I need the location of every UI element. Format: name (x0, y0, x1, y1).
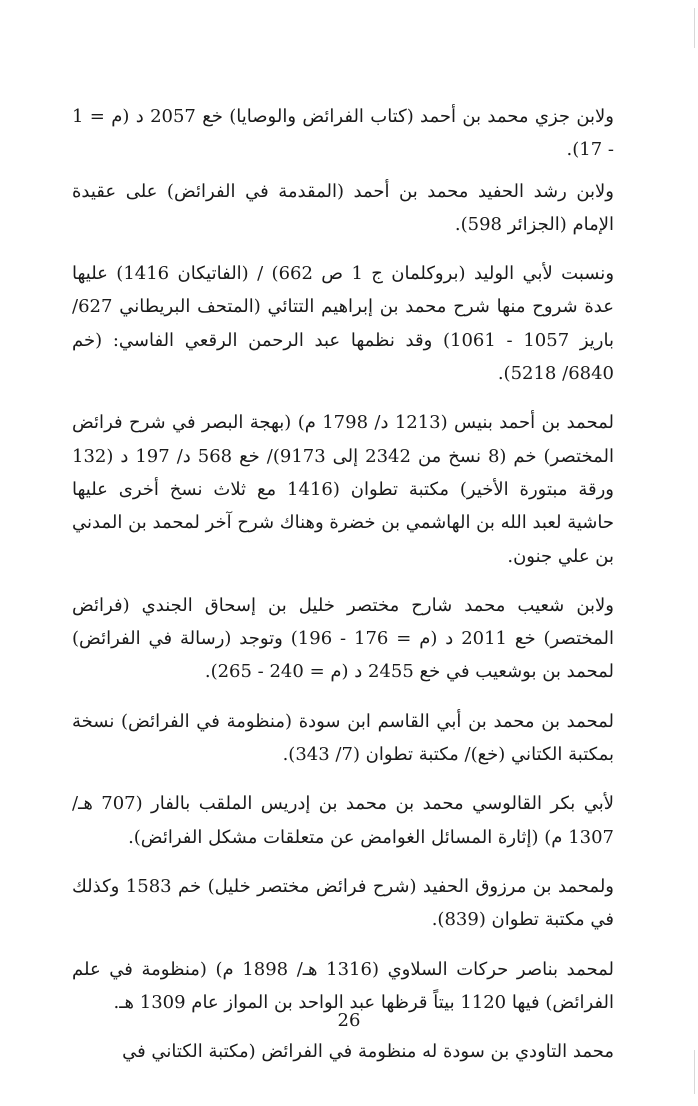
paragraph-abi-al-walid: ونسبت لأبي الوليد (بروكلمان ج 1 ص 662) / (الفاتيكان 1416) عليها عدة شروح منها شرح محمد بن إبراهيم التتائي (المتحف البريطاني 627/ باريز 1057 - 1061) وقد نظمها عبد الرحمن الرقعي الفاسي: (خم 6840/ 5218). (72, 263, 615, 385)
main-text (72, 100, 614, 1084)
paragraph-bennis: لمحمد بن أحمد بنيس (1213 د/ 1798 م) (بهجة البصر في شرح فرائض المختصر) خم (8 نسخ من 2342 إلى 9173)/ خع 568 د/ 197 د (132 ورقة مبتورة الأخير) مكتبة تطوان (1416 مع ثلاث نسخ أخرى عليها حاشية لعبد الله بن الهاشمي بن خضرة وهناك شرح آخر لمحمد بن المدني بن علي جنون. (72, 412, 615, 567)
page-number: 26 (337, 1010, 361, 1031)
paragraph-al-tawdi: محمد التاودي بن سودة له منظومة في الفرائض (مكتبة الكتاني في (122, 1041, 614, 1063)
paragraph-ibn-rushd: ولابن رشد الحفيد محمد بن أحمد (المقدمة في الفرائض) على عقيدة الإمام (الجزائر 598). (72, 180, 614, 235)
paragraph-ibn-sawda: لمحمد بن محمد بن أبي القاسم ابن سودة (منظومة في الفرائض) نسخة بمكتبة الكتاني (خع)/ مكتبة تطوان (7/ 343). (72, 710, 614, 766)
paragraph-ibn-shuayb: ولابن شعيب محمد شارح مختصر خليل بن إسحاق الجندي (فرائض المختصر) خع 2011 د (م = 176 - 196) وتوجد (رسالة في الفرائض) لمحمد بن بوشعيب في خع 2455 د (م = 240 - 265). (72, 594, 615, 683)
paragraph-ibn-marzuq: ولمحمد بن مرزوق الحفيد (شرح فرائض مختصر خليل) خم 1583 وكذلك في مكتبة تطوان (839). (72, 875, 614, 931)
paragraph-harakat: لمحمد بناصر حركات السلاوي (1316 هـ/ 1898 م) (منظومة في علم الفرائض) فيها 1120 بيتاً قرظها عبد الواحد بن المواز عام 1309 هـ. (72, 958, 614, 1013)
page-edge-mark-top (694, 8, 695, 48)
paragraph-ibn-juzayy: ولابن جزي محمد بن أحمد (كتاب الفرائض والوصايا) خع 2057 د (م = 1 - 17). (72, 106, 614, 161)
page-edge-mark-bottom (694, 1050, 695, 1094)
paragraph-al-qalusi: لأبي بكر القالوسي محمد بن محمد بن إدريس الملقب بالفار (707 هـ/ 1307 م) (إثارة المسائل الغوامض عن متعلقات مشكل الفرائض). (72, 793, 614, 848)
